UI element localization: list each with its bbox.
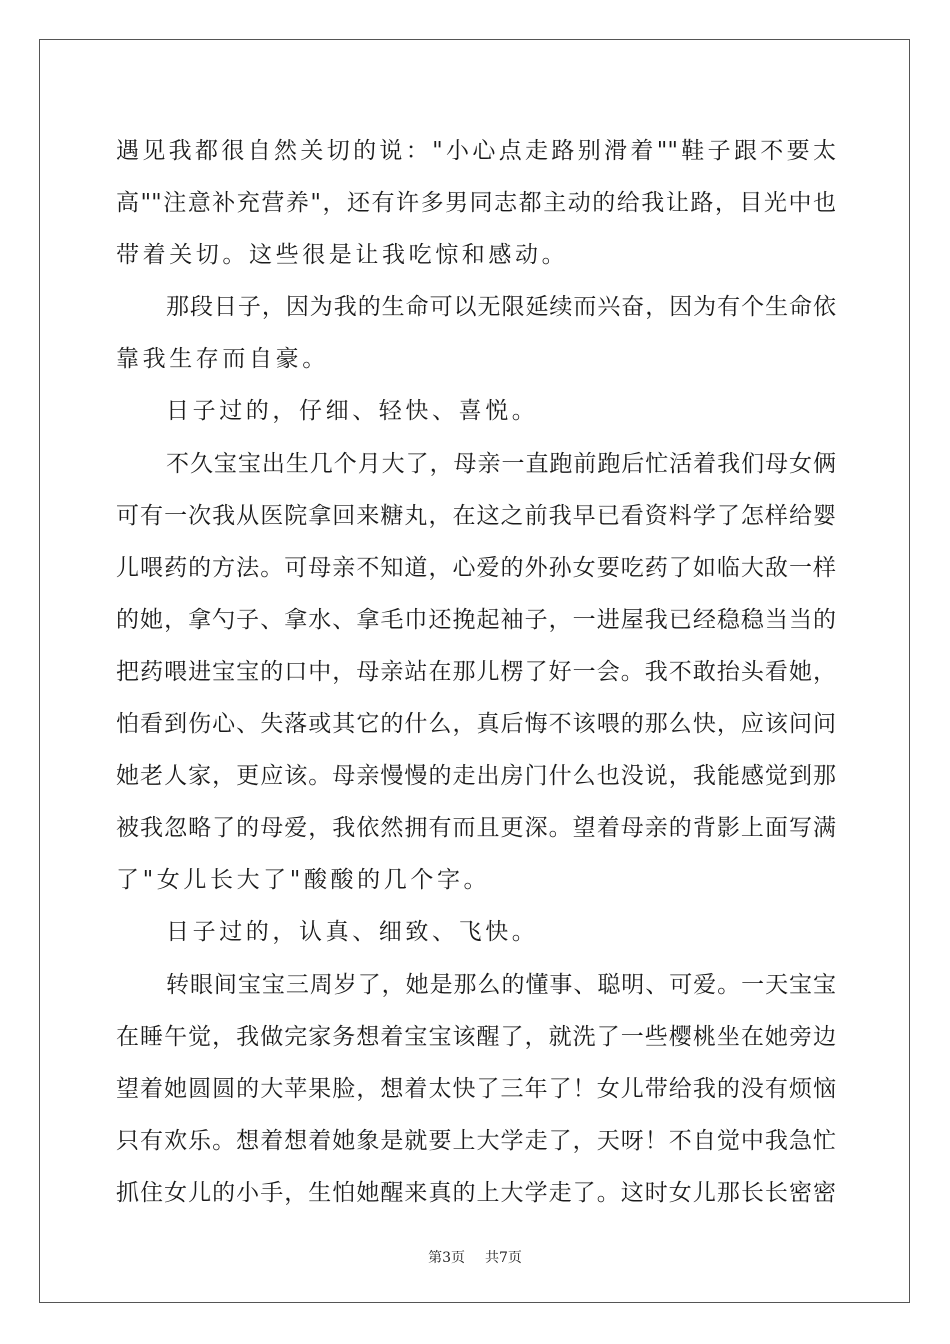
text-line: 不久宝宝出生几个月大了，母亲一直跑前跑后忙活着我们母女俩 — [166, 450, 836, 477]
text-line: 带着关切。这些很是让我吃惊和感动。 — [116, 242, 569, 269]
text-line: 了"女儿长大了"酸酸的几个字。 — [116, 867, 491, 894]
text-line: 在睡午觉，我做完家务想着宝宝该醒了，就洗了一些樱桃坐在她旁边 — [116, 1023, 836, 1050]
page-number: 第3页 — [428, 1250, 465, 1266]
text-line: 日子过的，仔细、轻快、喜悦。 — [166, 398, 539, 425]
page-footer — [0, 1247, 950, 1267]
text-line: 转眼间宝宝三周岁了，她是那么的懂事、聪明、可爱。一天宝宝 — [166, 971, 836, 998]
text-line: 儿喂药的方法。可母亲不知道，心爱的外孙女要吃药了如临大敌一样 — [116, 554, 836, 581]
text-line: 的她，拿勺子、拿水、拿毛巾还挽起袖子，一进屋我已经稳稳当当的 — [116, 606, 836, 633]
text-line: 那段日子，因为我的生命可以无限延续而兴奋，因为有个生命依 — [166, 294, 836, 321]
text-line: 日子过的，认真、细致、飞快。 — [166, 919, 539, 946]
page-total: 共7页 — [485, 1250, 522, 1266]
text-line: 怕看到伤心、失落或其它的什么，真后悔不该喂的那么快，应该问问 — [116, 711, 836, 738]
document-body — [116, 125, 836, 1219]
text-line: 只有欢乐。想着想着她象是就要上大学走了，天呀！不自觉中我急忙 — [116, 1127, 836, 1154]
text-line: 靠我生存而自豪。 — [116, 346, 329, 373]
text-line: 高""注意补充营养"，还有许多男同志都主动的给我让路，目光中也 — [116, 190, 836, 217]
text-line: 被我忽略了的母爱，我依然拥有而且更深。望着母亲的背影上面写满 — [116, 815, 836, 842]
text-line: 可有一次我从医院拿回来糖丸，在这之前我早已看资料学了怎样给婴 — [116, 502, 836, 529]
text-line: 把药喂进宝宝的口中，母亲站在那儿楞了好一会。我不敢抬头看她， — [116, 658, 836, 685]
text-line: 抓住女儿的小手，生怕她醒来真的上大学走了。这时女儿那长长密密 — [116, 1179, 836, 1206]
text-line: 遇见我都很自然关切的说："小心点走路别滑着""鞋子跟不要太 — [116, 138, 836, 164]
text-line: 她老人家，更应该。母亲慢慢的走出房门什么也没说，我能感觉到那 — [116, 763, 836, 790]
text-line: 望着她圆圆的大苹果脸，想着太快了三年了！女儿带给我的没有烦恼 — [116, 1075, 836, 1102]
